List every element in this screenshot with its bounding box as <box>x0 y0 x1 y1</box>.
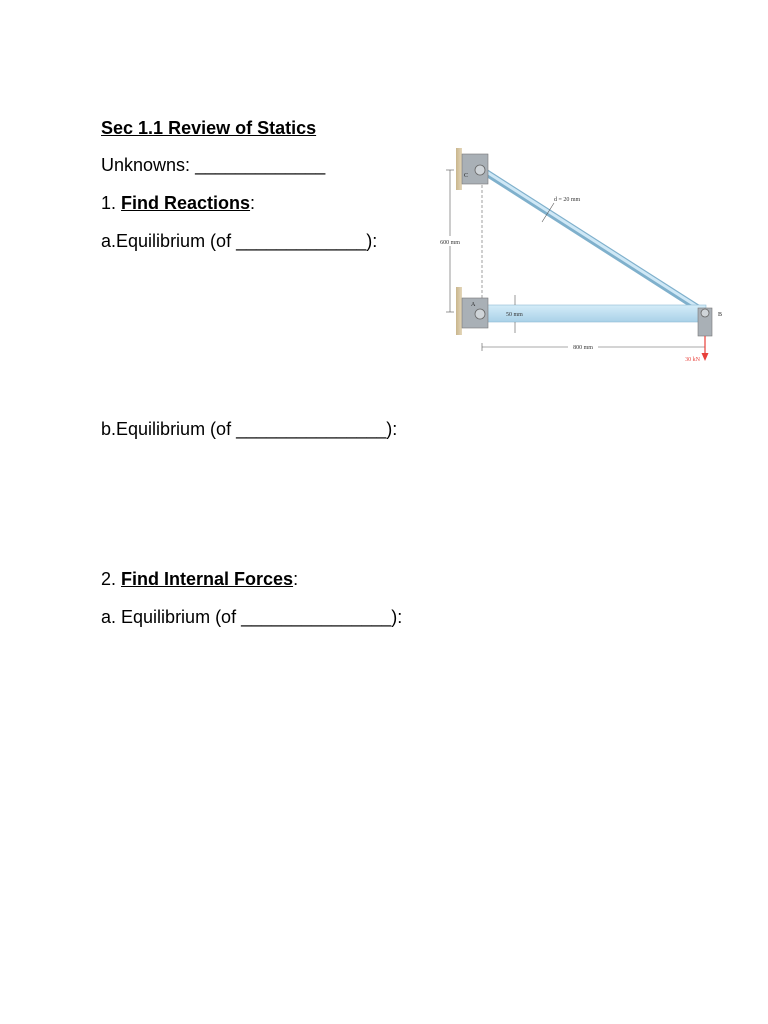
load-arrow-head <box>702 353 709 361</box>
pin-a <box>475 309 485 319</box>
label-c: C <box>464 173 469 179</box>
step1-number: 1. <box>101 193 122 213</box>
step2a-line <box>91 584 402 628</box>
beam-length-label: 800 mm <box>573 345 593 351</box>
unknowns-blank: _____________ <box>195 155 326 175</box>
step2-colon: : <box>293 569 299 589</box>
step2a-prefix: a. Equilibrium (of <box>101 607 242 627</box>
step2-label: Find Internal Forces <box>121 569 294 589</box>
step1-colon: : <box>250 193 256 213</box>
pin-c <box>475 165 485 175</box>
step1a-prefix: a.Equilibrium (of <box>101 231 237 251</box>
step1b-line <box>91 396 397 440</box>
step2-number: 2. <box>101 569 122 589</box>
title-text: Sec 1.1 Review of Statics <box>101 118 317 138</box>
height-dim-label: 600 mm <box>440 240 460 246</box>
rod-bc-highlight <box>482 169 704 311</box>
step1b-blank: _______________ <box>236 419 387 439</box>
step2a-suffix: ): <box>391 607 403 627</box>
beam-depth-label: 50 mm <box>506 312 523 318</box>
step1a-suffix: ): <box>366 231 378 251</box>
load-label: 30 kN <box>685 357 700 363</box>
rod-diameter-label: d = 20 mm <box>554 197 581 203</box>
step2a-blank: _______________ <box>241 607 392 627</box>
step1-label: Find Reactions <box>121 193 251 213</box>
step1a-blank: _____________ <box>236 231 367 251</box>
upper-wall <box>456 148 462 190</box>
unknowns-label: Unknowns: <box>101 155 196 175</box>
truss-diagram <box>420 140 740 370</box>
step1b-prefix: b.Equilibrium (of <box>101 419 237 439</box>
lower-wall <box>456 287 462 335</box>
step1b-suffix: ): <box>386 419 398 439</box>
label-a: A <box>471 302 476 308</box>
step1a-line <box>91 208 377 252</box>
pin-b <box>701 309 709 317</box>
label-b: B <box>718 312 723 318</box>
